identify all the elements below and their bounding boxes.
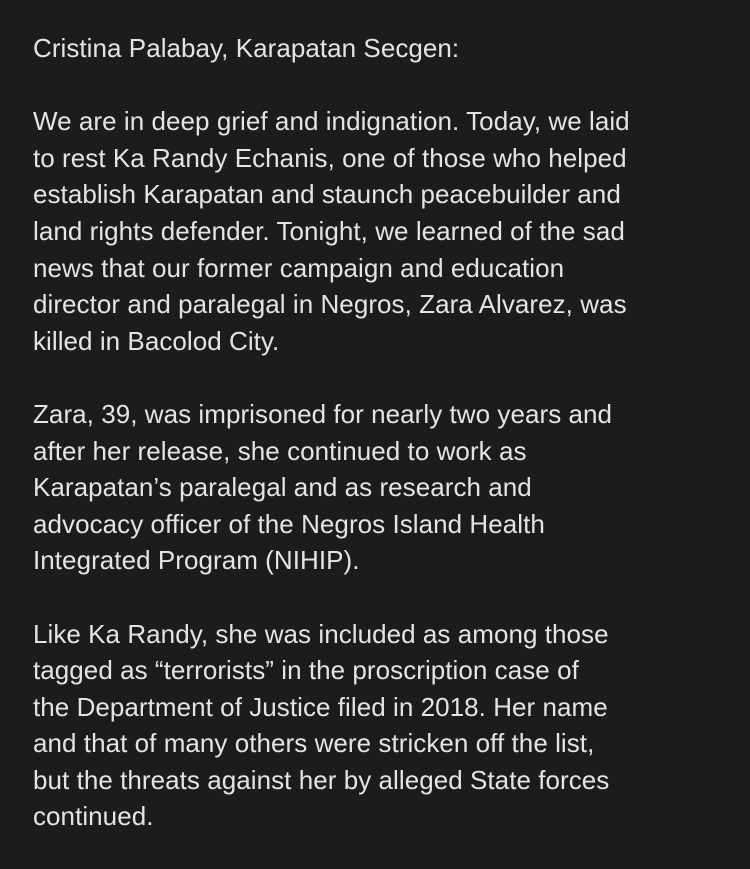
paragraph-1 [33, 103, 723, 359]
paragraph-2 [33, 396, 723, 579]
paragraph-line: and that of many others were stricken off the list, [33, 728, 595, 759]
paragraph-line: after her release, she continued to work as [33, 435, 527, 466]
paragraph-line: land rights defender. Tonight, we learned of the sad [33, 215, 625, 246]
paragraph-line: continued. [33, 801, 154, 832]
paragraph-line: tagged as “terrorists” in the proscription case of [33, 655, 579, 686]
paragraph-line: news that our former campaign and education [33, 252, 565, 283]
paragraph-line: We are in deep grief and indignation. Today, we laid [33, 106, 630, 137]
paragraph-line: Integrated Program (NIHIP). [33, 545, 360, 576]
paragraph-line: to rest Ka Randy Echanis, one of those who helped [33, 142, 627, 173]
paragraph-gap [33, 67, 723, 104]
paragraph-line: establish Karapatan and staunch peacebuilder and [33, 179, 621, 210]
paragraph-line: Karapatan’s paralegal and as research and [33, 472, 532, 503]
note-body [33, 30, 723, 835]
paragraph-line: director and paralegal in Negros, Zara Alvarez, was [33, 289, 627, 320]
paragraph-line: Zara, 39, was imprisoned for nearly two years and [33, 398, 613, 429]
paragraph-line: advocacy officer of the Negros Island Health [33, 508, 545, 539]
paragraph-line: but the threats against her by alleged State forces [33, 764, 610, 795]
paragraph-gap [33, 359, 723, 396]
paragraph-gap [33, 579, 723, 616]
note-heading: Cristina Palabay, Karapatan Secgen: [33, 33, 460, 63]
paragraph-3 [33, 616, 723, 836]
paragraph-line: killed in Bacolod City. [33, 325, 280, 356]
paragraph-line: the Department of Justice filed in 2018. Her name [33, 691, 608, 722]
paragraph-line: Like Ka Randy, she was included as among those [33, 618, 609, 649]
